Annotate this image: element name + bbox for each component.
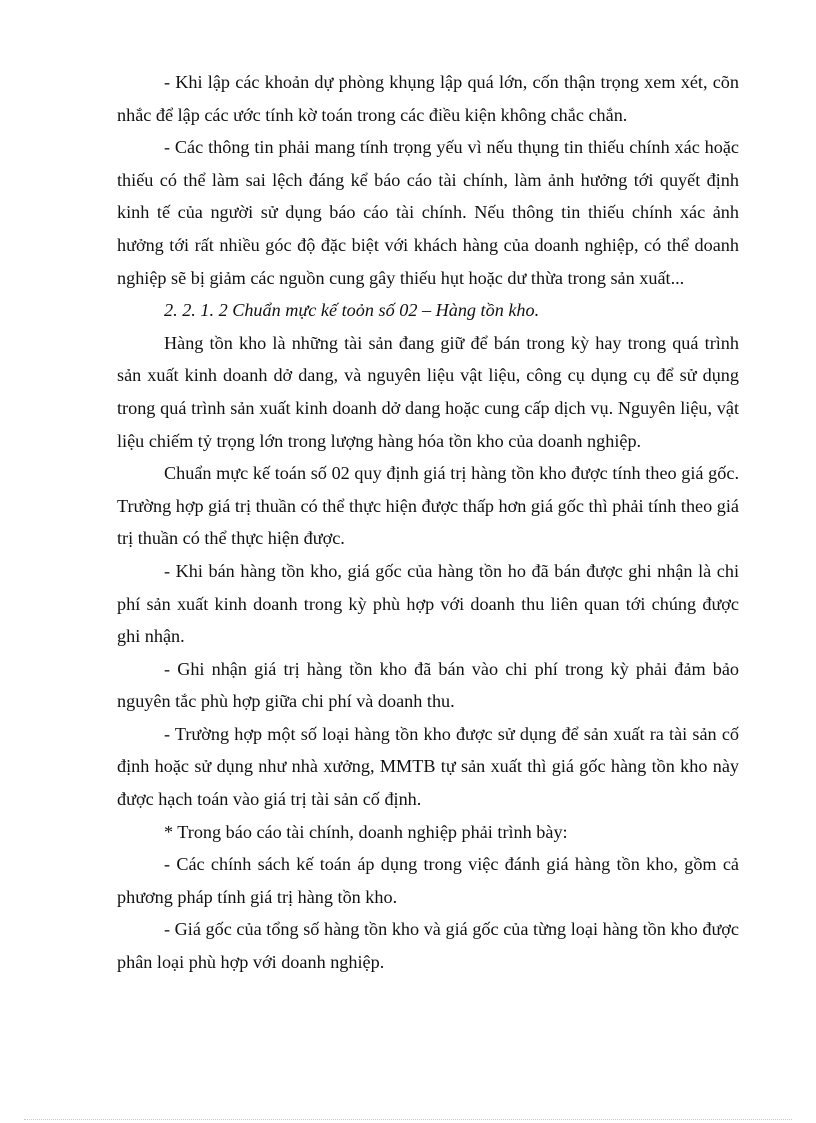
paragraph-cost-rule: Chuẩn mực kế toán số 02 quy định giá trị hàng tồn kho được tính theo giá gốc. Trường hợp giá trị thuần có thể thực hiện được thấp hơn giá gốc thì phải tính theo giá trị thuần có thể thực hiện được. [117,463,739,549]
paragraph-provisions: - Khi lập các khoản dự phòng khụng lập quá lớn, cốn thận trọng xem xét, cõn nhắc để lập các ước tính kờ toán trong các điều kiện không chắc chắn. [117,72,739,125]
paragraph-sale-recognition: - Khi bán hàng tồn kho, giá gốc của hàng tồn ho đã bán được ghi nhận là chi phí sản xuất kinh doanh trong kỳ phù hợp với doanh thu liên quan tới chúng được ghi nhận. [117,560,739,647]
body-text [117,66,739,979]
page-footer-divider [24,1119,792,1120]
section-heading: 2. 2. 1. 2 Chuẩn mực kế toỏn số 02 – Hàng tồn kho. [164,300,540,321]
paragraph-cost-classification: - Giá gốc của tổng số hàng tồn kho và giá gốc của từng loại hàng tồn kho được phân loại phù hợp với doanh nghiệp. [117,919,739,973]
paragraph-disclosure-intro: * Trong báo cáo tài chính, doanh nghiệp phải trình bày: [164,821,568,842]
paragraph-materiality: - Các thông tin phải mang tính trọng yếu vì nếu thụng tin thiếu chính xác hoặc thiếu có thể làm sai lệch đáng kể báo cáo tài chính, làm ảnh hưởng tới quyết định kinh tế của người sử dụng báo cáo tài chính. Nếu thông tin thiếu chính xác ảnh hưởng tới rất nhiều góc độ đặc biệt với khách hàng của doanh nghiệp, có thể doanh nghiệp sẽ bị giảm các nguồn cung gây thiếu hụt hoặc dư thừa trong sản xuất... [117,137,739,288]
paragraph-inventory-definition: Hàng tồn kho là những tài sản đang giữ để bán trong kỳ hay trong quá trình sản xuất kinh doanh dở dang, và nguyên liệu vật liệu, công cụ dụng cụ để sử dụng trong quá trình sản xuất kinh doanh dở dang hoặc cung cấp dịch vụ. Nguyên liệu, vật liệu chiếm tỷ trọng lớn trong lượng hàng hóa tồn kho của doanh nghiệp. [117,332,739,451]
paragraph-matching-principle: - Ghi nhận giá trị hàng tồn kho đã bán vào chi phí trong kỳ phải đảm bảo nguyên tắc phù hợp giữa chi phí và doanh thu. [117,658,739,712]
paragraph-accounting-policies: - Các chính sách kế toán áp dụng trong việc đánh giá hàng tồn kho, gồm cả phương pháp tính giá trị hàng tồn kho. [117,854,739,907]
paragraph-fixed-assets: - Trường hợp một số loại hàng tồn kho được sử dụng để sản xuất ra tài sản cố định hoặc sử dụng như nhà xưởng, MMTB tự sản xuất thì giá gốc hàng tồn kho này được hạch toán vào giá trị tài sản cố định. [117,723,739,810]
